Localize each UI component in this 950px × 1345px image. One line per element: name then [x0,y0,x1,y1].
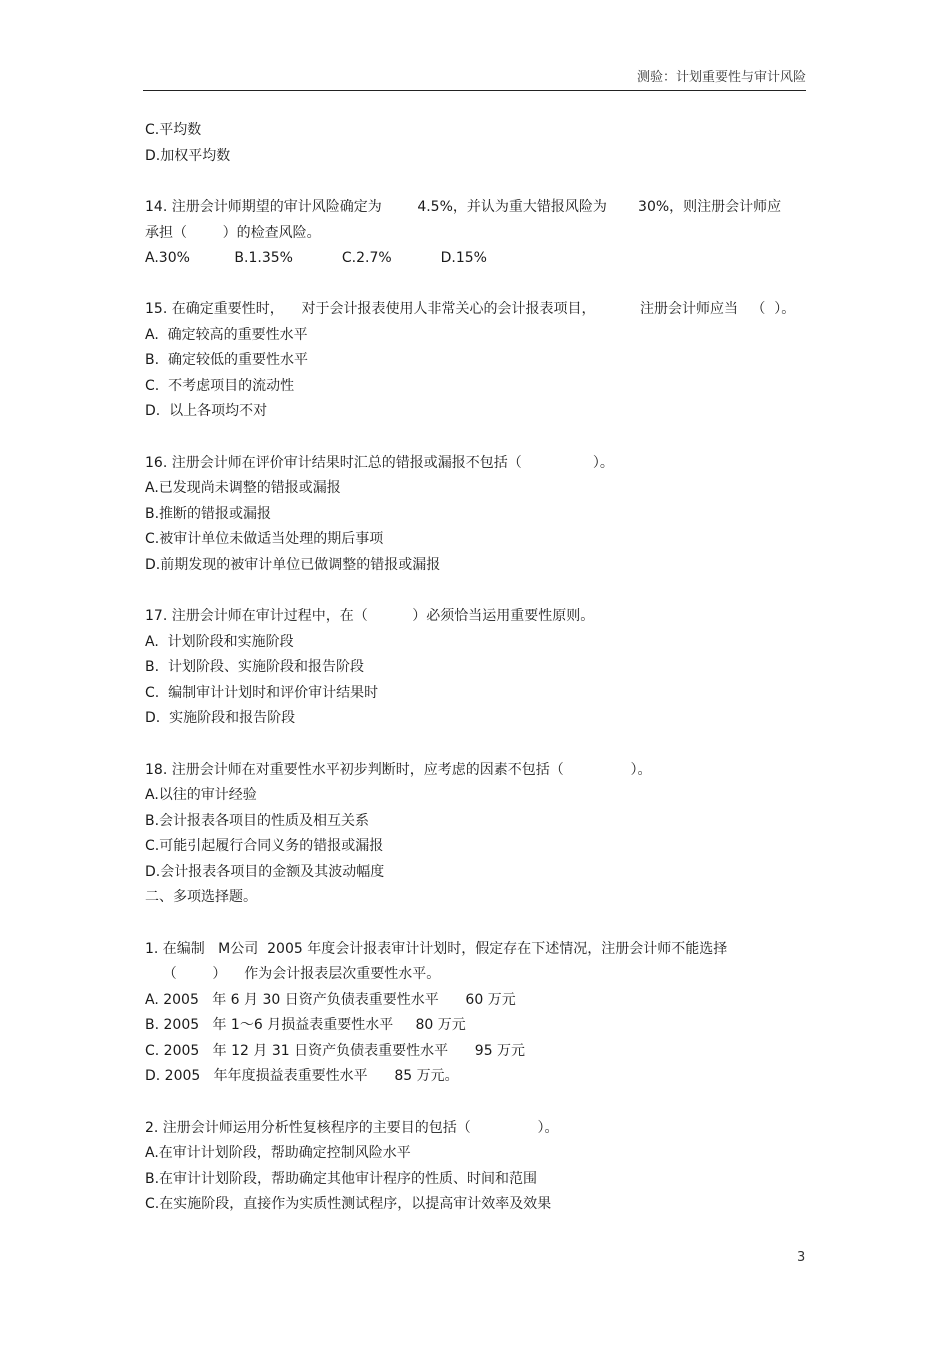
option-d: D.加权平均数 [145,148,231,164]
multi-question-1-stem: 1. 在编制 M公司 2005 年度会计报表审计计划时，假定存在下述情况，注册会计师不能选择 [145,941,728,957]
question-14-options: A.30% B.1.35% C.2.7% D.15% [145,250,487,266]
question-14-stem-cont: 承担（ ）的检查风险。 [145,225,321,241]
multi-question-2-stem: 2. 注册会计师运用分析性复核程序的主要目的包括（ ）。 [145,1120,559,1136]
question-15-option-c: C. 不考虑项目的流动性 [145,378,295,394]
question-17-stem: 17. 注册会计师在审计过程中，在（ ）必须恰当运用重要性原则。 [145,608,595,624]
question-16-stem: 16. 注册会计师在评价审计结果时汇总的错报或漏报不包括（ ）。 [145,455,614,471]
question-18-option-c: C.可能引起履行合同义务的错报或漏报 [145,838,384,854]
question-15-stem: 15. 在确定重要性时， 对于会计报表使用人非常关心的会计报表项目， 注册会计师应当 （ ）。 [145,301,796,317]
multi-question-1-option-a: A. 2005 年 6 月 30 日资产负债表重要性水平 60 万元 [145,992,516,1008]
question-16-option-d: D.前期发现的被审计单位已做调整的错报或漏报 [145,557,441,573]
question-16-option-a: A.已发现尚未调整的错报或漏报 [145,480,341,496]
question-16-option-b: B.推断的错报或漏报 [145,506,272,522]
question-17-option-b: B. 计划阶段、实施阶段和报告阶段 [145,659,364,675]
running-header: 测验：计划重要性与审计风险 [636,70,806,85]
question-17-option-d: D. 实施阶段和报告阶段 [145,710,296,726]
question-18-stem: 18. 注册会计师在对重要性水平初步判断时，应考虑的因素不包括（ ）。 [145,762,652,778]
question-15-option-b: B. 确定较低的重要性水平 [145,352,308,368]
header-divider [143,90,806,91]
option-c: C.平均数 [145,122,202,138]
question-15-option-a: A. 确定较高的重要性水平 [145,327,308,343]
question-17-option-c: C. 编制审计计划时和评价审计结果时 [145,685,379,701]
question-18-option-d: D.会计报表各项目的金额及其波动幅度 [145,864,385,880]
multi-question-1-option-b: B. 2005 年 1～6 月损益表重要性水平 80 万元 [145,1017,466,1033]
multi-question-1-option-c: C. 2005 年 12 月 31 日资产负债表重要性水平 95 万元 [145,1043,526,1059]
multi-question-2-option-b: B.在审计计划阶段，帮助确定其他审计程序的性质、时间和范围 [145,1171,538,1187]
question-17-option-a: A. 计划阶段和实施阶段 [145,634,294,650]
question-18-option-a: A.以往的审计经验 [145,787,257,803]
question-18-option-b: B.会计报表各项目的性质及相互关系 [145,813,370,829]
question-14-stem: 14. 注册会计师期望的审计风险确定为 4.5%，并认为重大错报风险为 30%，则注册会计师应 [145,199,782,215]
multi-question-1-stem-cont: （ ） 作为会计报表层次重要性水平。 [145,966,441,982]
multi-question-1-option-d: D. 2005 年年度损益表重要性水平 85 万元。 [145,1068,459,1084]
multi-question-2-option-a: A.在审计计划阶段，帮助确定控制风险水平 [145,1145,411,1161]
section-heading: 二、多项选择题。 [145,889,257,905]
multi-question-2-option-c: C.在实施阶段，直接作为实质性测试程序，以提高审计效率及效果 [145,1196,552,1212]
page-number: 3 [797,1250,806,1265]
question-16-option-c: C.被审计单位未做适当处理的期后事项 [145,531,384,547]
question-15-option-d: D. 以上各项均不对 [145,403,268,419]
